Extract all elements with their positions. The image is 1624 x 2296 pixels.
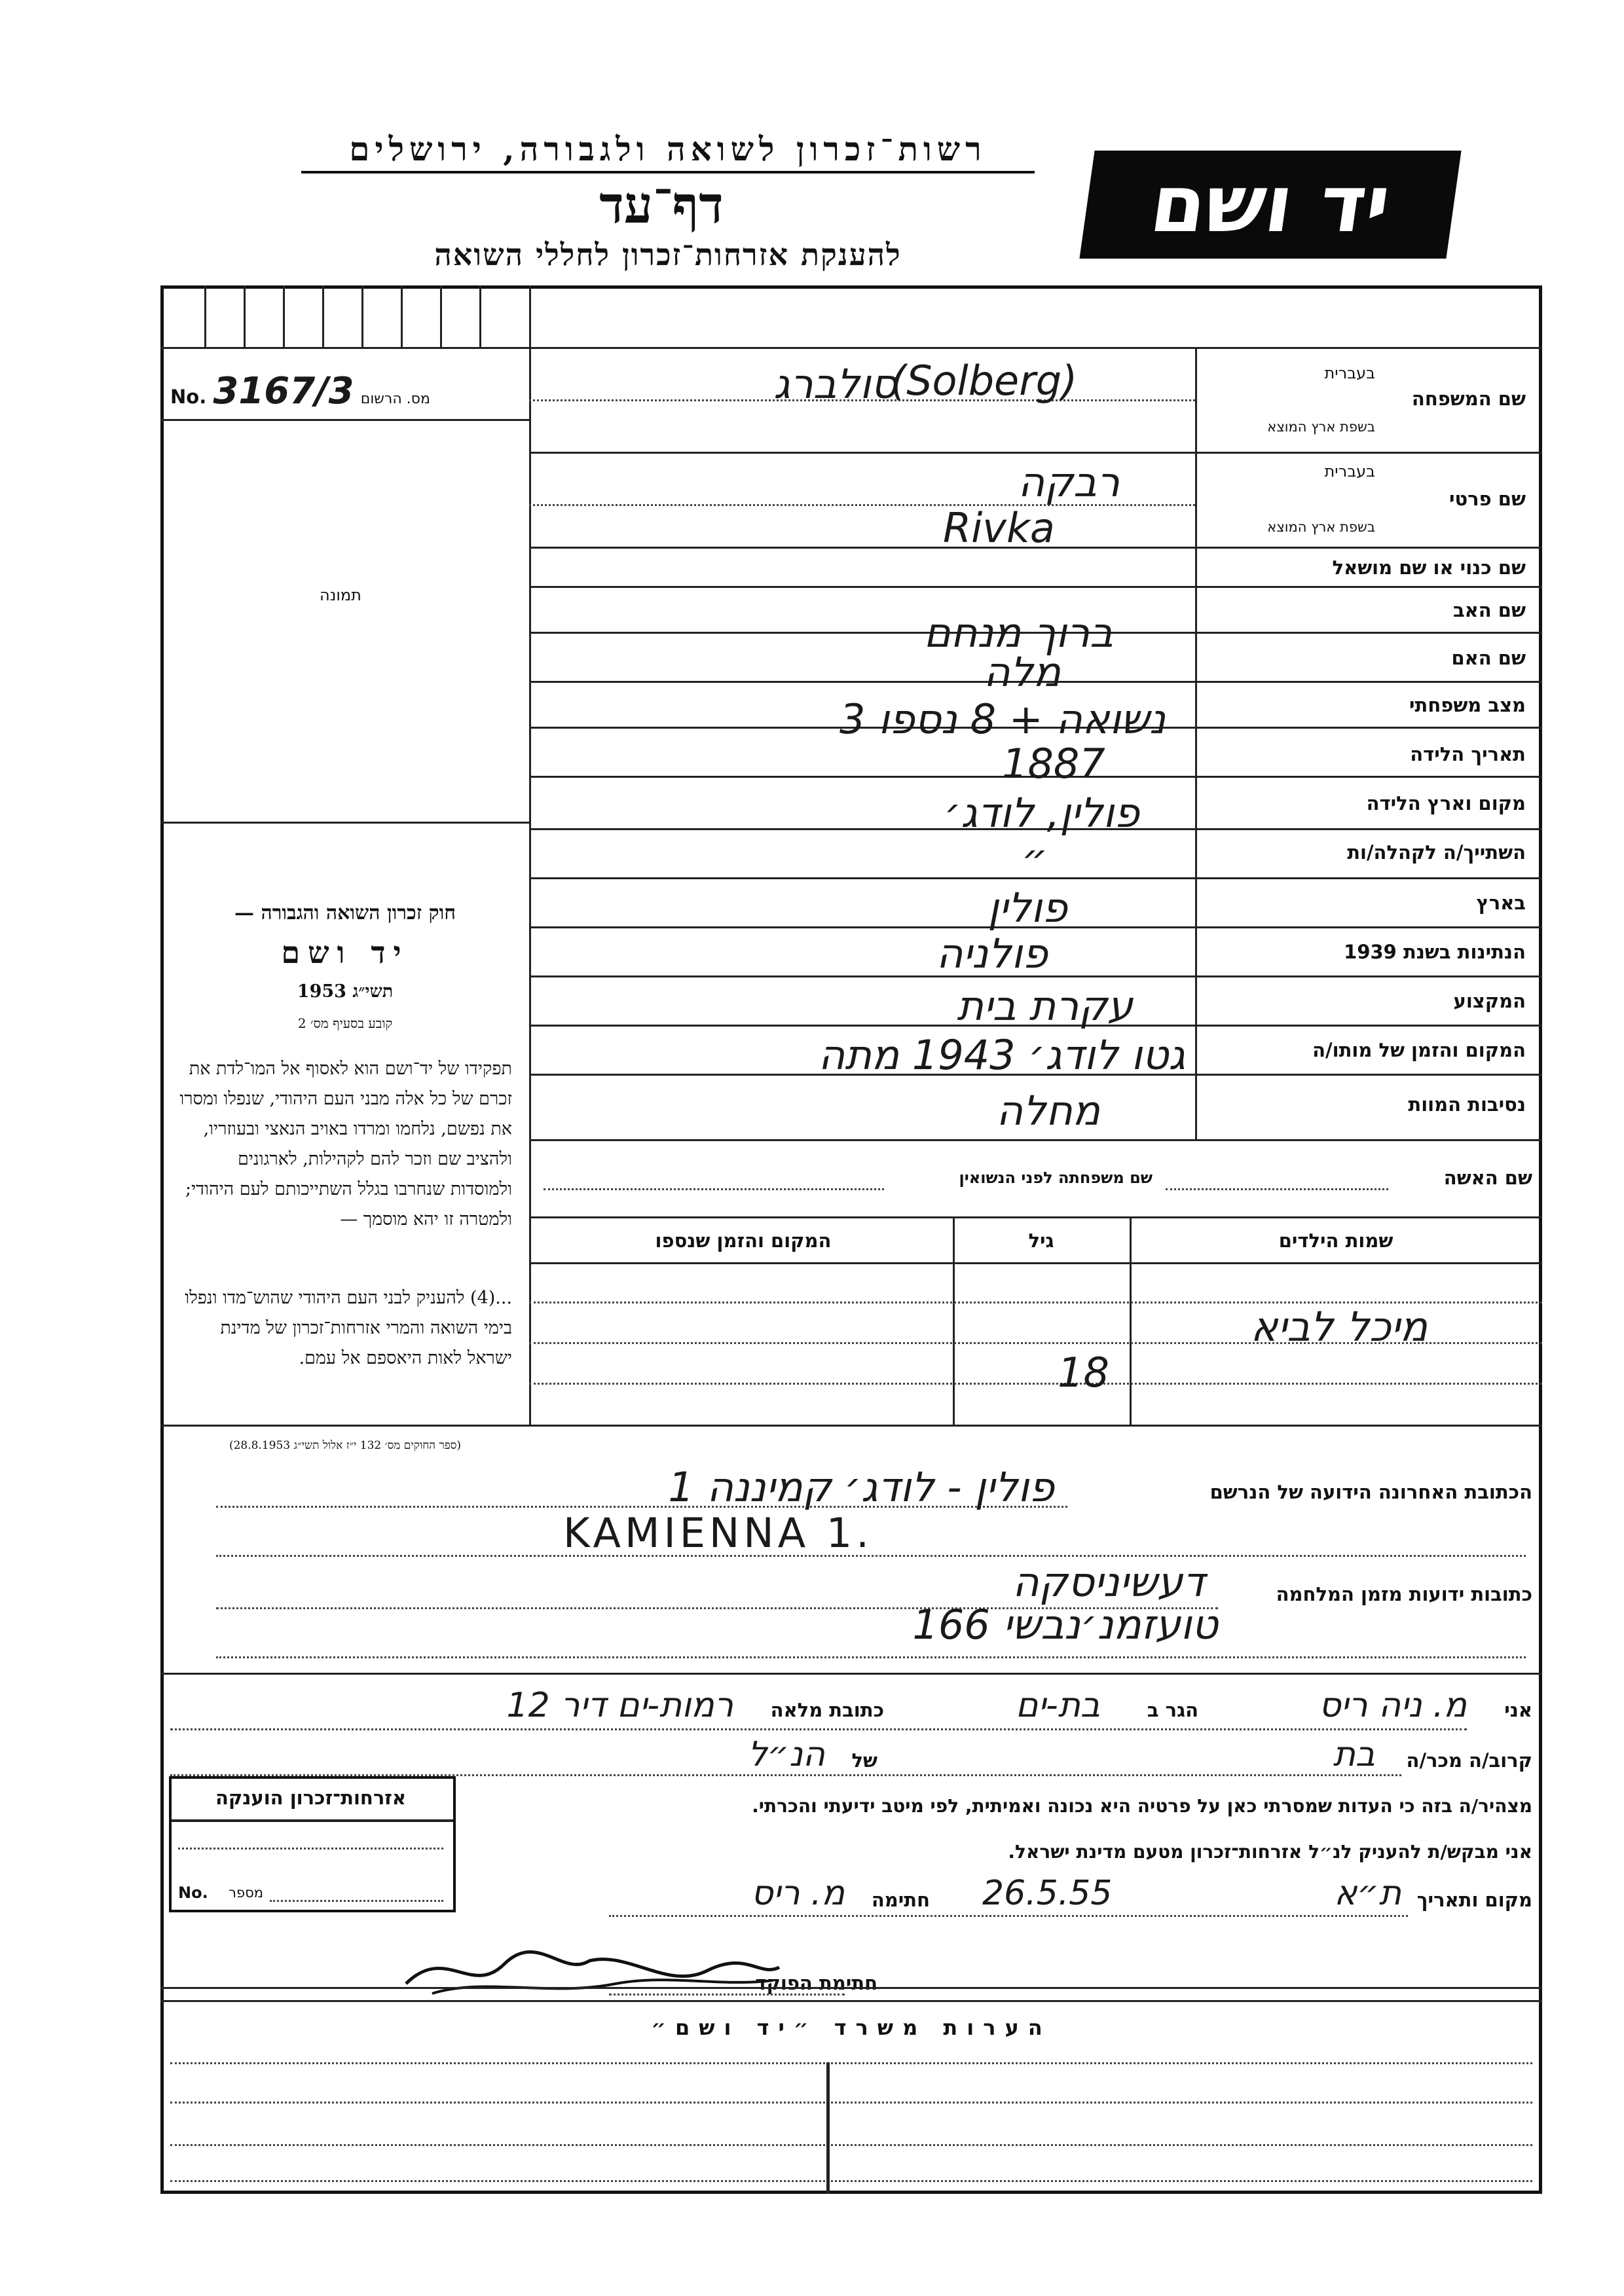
wife-maiden-label: שם משפחתה לפני הנשואין	[959, 1169, 1153, 1187]
surname-hebrew-value[interactable]: סולברג	[773, 360, 897, 408]
remarks-dotted	[170, 2180, 1532, 2182]
surname-hebrew-label: בעברית	[1324, 364, 1375, 382]
strip-divider	[204, 285, 206, 347]
law-title: חוק זכרון השואה והגבורה —	[234, 902, 456, 924]
first-name-hebrew-value[interactable]: רבקה	[1018, 458, 1120, 506]
strip-divider	[283, 285, 285, 347]
wife-dotted	[1166, 1188, 1388, 1190]
table-row[interactable]: 18	[1058, 1349, 1109, 1396]
surname-latin-value[interactable]: (Solberg)	[891, 357, 1078, 405]
declarant-resides[interactable]: בת-ים	[1015, 1686, 1100, 1725]
row-line	[529, 1216, 1542, 1218]
declaration-place[interactable]: ת״א	[1334, 1874, 1401, 1913]
father-label: שם האב	[1452, 599, 1526, 621]
registry-label: מס. הרשום	[360, 391, 430, 407]
mother-label: שם האם	[1451, 647, 1526, 669]
address-dotted	[216, 1555, 1526, 1557]
registry-line	[170, 370, 524, 412]
citizenship-box-no: No.	[178, 1884, 208, 1902]
country-value[interactable]: פולין	[987, 884, 1067, 932]
declare-text: מצהיר/ה בזה כי העדות שמסרתי כאן על פרטיה היא נכונה ואמיתית, לפי מיטב ידיעתי והכרתי.	[752, 1795, 1532, 1817]
law-citation: (ספר החוקים מס׳ 132 י״ז אלול תשי״ג 28.8.1953)	[229, 1439, 462, 1452]
officer-signature-label: חתימת הפוקד	[755, 1972, 877, 1994]
children-header-names: שמות הילדים	[1278, 1230, 1393, 1252]
table-row-line	[529, 1383, 1542, 1385]
table-header-line	[529, 1262, 1542, 1264]
registry-number[interactable]: 3167/3	[213, 370, 354, 412]
table-divider	[1130, 1216, 1132, 1425]
declarant-i-label: אני	[1504, 1699, 1532, 1721]
declarant-resides-label: הגר ב	[1147, 1699, 1198, 1721]
logo-text: יד ושם	[1145, 159, 1396, 250]
law-section: קובע בסעיף מס׳ 2	[297, 1015, 393, 1031]
death-cause-value[interactable]: מחלה	[996, 1087, 1100, 1135]
top-strip-line	[160, 347, 1542, 349]
father-value[interactable]: ברוך מנחם	[923, 609, 1113, 657]
surname-label: שם המשפחה	[1411, 388, 1526, 410]
photo-top-line	[160, 419, 529, 421]
authority-header: רשות־זכרון לשואה ולגבורה, ירושלים	[301, 130, 1035, 173]
remarks-divider	[826, 2062, 830, 2193]
place-date-dotted	[609, 1915, 1408, 1917]
left-column-divider	[529, 285, 531, 1425]
marital-label: מצב משפחתי	[1409, 694, 1526, 716]
declarant-address[interactable]: רמות-ים דיר 12	[506, 1686, 733, 1725]
label-column-divider	[1195, 347, 1197, 1139]
address-dotted	[216, 1656, 1526, 1658]
row-line	[529, 1139, 1542, 1141]
row-line	[529, 452, 1542, 454]
officer-signature	[393, 1938, 786, 2010]
officer-dotted	[609, 1994, 845, 1995]
law-text-2: ...(4) להעניק לבני העם היהודי שהוש־מדו ונפלו בימי השואה והמרי אזרחות־זכרון של מדינת ישראל לאות היאספם אל עמם.	[185, 1288, 512, 1368]
strip-divider	[322, 285, 324, 347]
birth-date-label: תאריך הלידה	[1410, 743, 1526, 765]
office-remarks-title: הערות משרד ״יד ושם״	[651, 2015, 1052, 2040]
remarks-dotted	[170, 2062, 1532, 2064]
declarant-dotted	[170, 1728, 1467, 1730]
citizenship-label: הנתינות בשנת 1939	[1344, 941, 1526, 963]
section-line	[160, 2000, 1542, 2002]
relation-label: קרוב/ה מכר/ה	[1406, 1749, 1532, 1772]
mother-value[interactable]: מלה	[984, 648, 1061, 696]
death-place-label: המקום והזמן של מותו/ה	[1312, 1039, 1526, 1061]
declaration-date[interactable]: 26.5.55	[982, 1874, 1113, 1913]
community-label: השתייך/ה לקהלה/ות	[1347, 841, 1526, 864]
first-name-hebrew-label: בעברית	[1324, 462, 1375, 481]
last-address-latin[interactable]: KAMIENNA 1.	[563, 1509, 873, 1557]
first-name-label: שם פרטי	[1449, 488, 1526, 510]
photo-label: תמונה	[320, 586, 361, 604]
declarant-name[interactable]: מ. ניה ריס	[1318, 1686, 1467, 1725]
declarant-signature[interactable]: מ. ריס	[750, 1874, 845, 1913]
wartime-address-1[interactable]: דעשיניסקה	[1012, 1558, 1205, 1606]
law-name: יד ושם	[281, 935, 409, 970]
wartime-address-label: כתובות ידועות מזמן המלחמה	[1276, 1583, 1532, 1605]
table-row[interactable]: מיכל לביא	[1250, 1303, 1428, 1351]
photo-bottom-line	[160, 822, 529, 824]
place-date-label: מקום ותאריך	[1416, 1889, 1532, 1911]
citizenship-box-dotted	[178, 1848, 443, 1850]
strip-divider	[440, 285, 442, 347]
remarks-dotted	[170, 2144, 1532, 2146]
nickname-label: שם כנוי או שם מושאל	[1332, 556, 1526, 579]
citizenship-box-num-label: מספר	[229, 1885, 263, 1901]
yad-vashem-logo	[1079, 151, 1461, 259]
strip-divider	[244, 285, 246, 347]
last-address-label: הכתובת האחרונה הידועה של הנרשם	[1209, 1481, 1532, 1503]
marital-value[interactable]: נשואה + 8 נספו 3	[840, 695, 1166, 743]
surname-origin-label: בשפת ארץ המוצא	[1267, 419, 1375, 435]
registry-no-label: No.	[170, 386, 207, 408]
community-value[interactable]: ״	[1022, 835, 1048, 883]
last-address-he[interactable]: פולין - לודג׳ קמיננה 1	[668, 1463, 1054, 1511]
children-header-place: המקום והזמן שנספו	[655, 1230, 832, 1252]
page-subtitle: להענקת אזרחות־זכרון לחללי השואה	[434, 237, 902, 272]
page-title: דף־עד	[599, 175, 724, 235]
citizenship-granted-box	[169, 1776, 456, 1912]
strip-divider	[361, 285, 363, 347]
citizenship-box-line	[172, 1819, 453, 1822]
country-label: בארץ	[1476, 892, 1526, 914]
birth-place-value[interactable]: פולין, לודג׳	[944, 789, 1139, 837]
section-line	[160, 1987, 1542, 1989]
children-header-age: גיל	[1028, 1230, 1054, 1252]
citizenship-box-title: אזרחות־זכרון הוענקה	[215, 1787, 407, 1809]
death-place-value[interactable]: גטו לודג׳ 1943 מתה	[818, 1031, 1185, 1079]
strip-divider	[401, 285, 403, 347]
row-line	[529, 586, 1542, 588]
citizenship-value[interactable]: פולניה	[936, 930, 1048, 977]
profession-label: המקצוע	[1453, 990, 1526, 1012]
request-text: אני מבקש/ת להעניק לנ״ל אזרחות־זכרון מטעם מדינת ישראל.	[1008, 1841, 1532, 1863]
death-cause-label: נסיבות המוות	[1408, 1093, 1526, 1116]
wife-label: שם האשה	[1443, 1167, 1532, 1189]
declarant-address-label: כתובת מלאה	[770, 1699, 884, 1721]
relation-of-label: של	[851, 1749, 877, 1772]
first-name-latin-value[interactable]: Rivka	[943, 504, 1055, 552]
section-line	[160, 1673, 1542, 1675]
birth-date-value[interactable]: 1887	[1002, 740, 1105, 788]
profession-value[interactable]: עקרת בית	[957, 982, 1133, 1030]
section-line	[160, 1425, 1542, 1427]
remarks-dotted	[170, 2102, 1532, 2104]
birth-place-label: מקום וארץ הלידה	[1366, 792, 1526, 814]
citizenship-box-dotted	[270, 1900, 443, 1902]
relation-of-value[interactable]: הנ״ל	[748, 1735, 825, 1774]
strip-divider	[479, 285, 481, 347]
table-divider	[953, 1216, 955, 1425]
wartime-address-2[interactable]: טועזמנ׳נבשי 166	[912, 1601, 1218, 1649]
first-name-origin-label: בשפת ארץ המוצא	[1267, 519, 1375, 535]
signature-label: חתימה	[871, 1889, 930, 1911]
law-text-1: תפקידו של יד־ושם הוא לאסוף אל המו־לדת את זכרם של כל אלה מבני העם היהודי, שנפלו ומסרו את נפשם, נלחמו ומרדו באויב הנאצי ובעוזריו, ולהציב שם וזכר להם לקהילות, לארגונים ולמוסדות שנחרבו בגלל השתייכותם לעם היהודי; ולמטרה זו יהא מוסמך —	[179, 1059, 512, 1230]
relation-value[interactable]: בת	[1333, 1735, 1375, 1774]
wife-maiden-dotted	[544, 1188, 884, 1190]
law-year: תשי״ג 1953	[297, 981, 394, 1002]
